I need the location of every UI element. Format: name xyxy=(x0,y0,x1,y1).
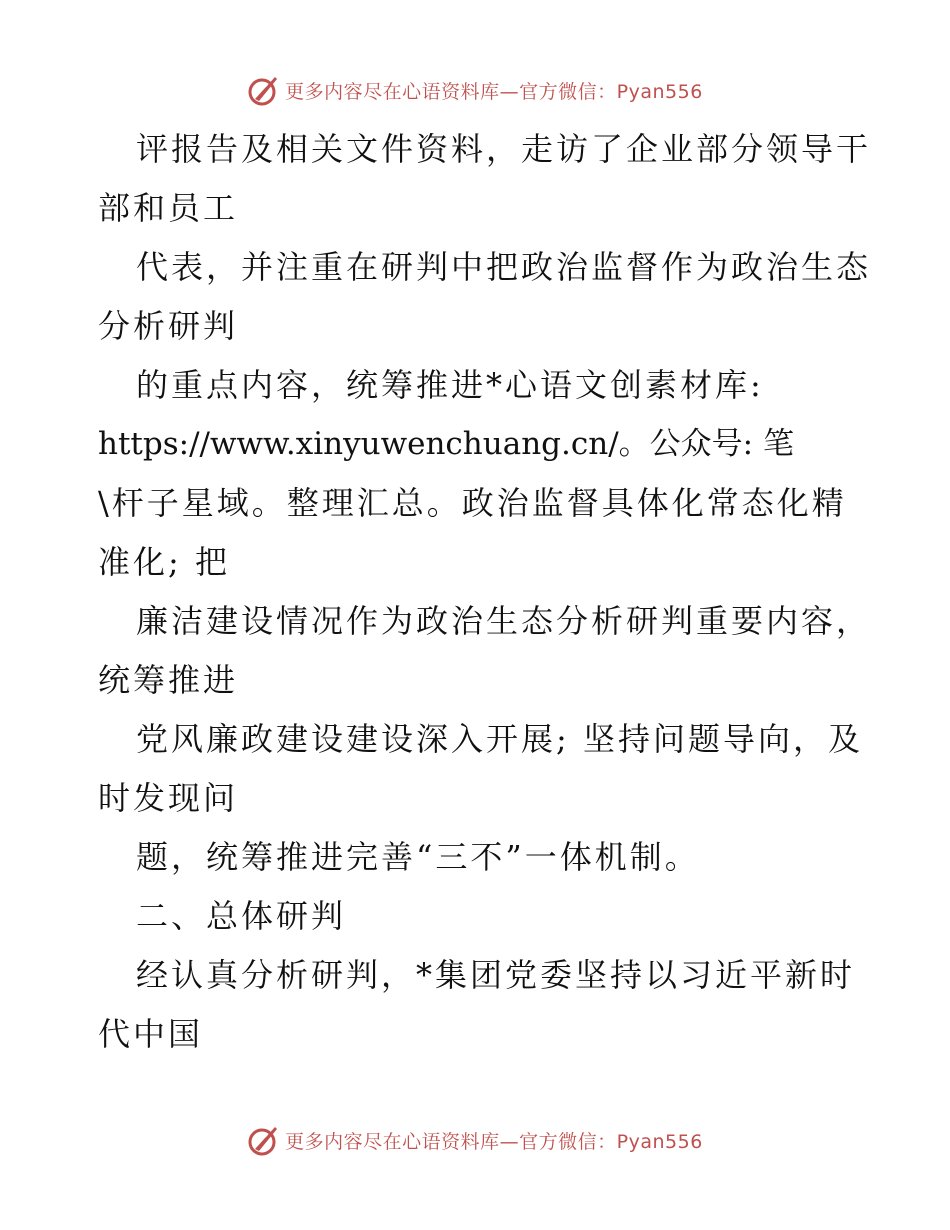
footer-banner xyxy=(0,1118,950,1162)
quill-logo-icon xyxy=(247,1123,281,1157)
paragraph-line: 统筹推进 xyxy=(98,661,239,699)
paragraph-line: 评报告及相关文件资料，走访了企业部分领导干 xyxy=(136,130,872,168)
header-banner-text: 更多内容尽在心语资料库—官方微信：Pyan556 xyxy=(285,80,703,103)
paragraph-line: \杆子星域。整理汇总。政治监督具体化常态化精 xyxy=(98,484,847,522)
paragraph-line: 时发现问 xyxy=(98,779,239,817)
footer-banner-text: 更多内容尽在心语资料库—官方微信：Pyan556 xyxy=(285,1130,703,1153)
section-heading: 二、总体研判 xyxy=(136,897,347,935)
paragraph-line: 代中国 xyxy=(98,1015,204,1053)
paragraph-line: 的重点内容，统筹推进*心语文创素材库: xyxy=(136,366,764,404)
paragraph-line: 分析研判 xyxy=(98,307,239,345)
quill-logo-icon xyxy=(247,73,281,107)
header-banner xyxy=(0,68,950,112)
document-body xyxy=(98,120,872,1064)
paragraph-line: 代表，并注重在研判中把政治监督作为政治生态 xyxy=(136,248,872,286)
paragraph-line: 廉洁建设情况作为政治生态分析研判重要内容， xyxy=(136,602,872,640)
paragraph-line: 准化; 把 xyxy=(98,543,230,581)
paragraph-line-url: https://www.xinyuwenchuang.cn/。公众号: 笔 xyxy=(98,426,794,462)
paragraph-line: 题，统筹推进完善“三不”一体机制。 xyxy=(136,838,700,876)
paragraph-line: 经认真分析研判，*集团党委坚持以习近平新时 xyxy=(136,956,856,994)
paragraph-line: 部和员工 xyxy=(98,189,239,227)
paragraph-line: 党风廉政建设建设深入开展; 坚持问题导向，及 xyxy=(136,720,863,758)
